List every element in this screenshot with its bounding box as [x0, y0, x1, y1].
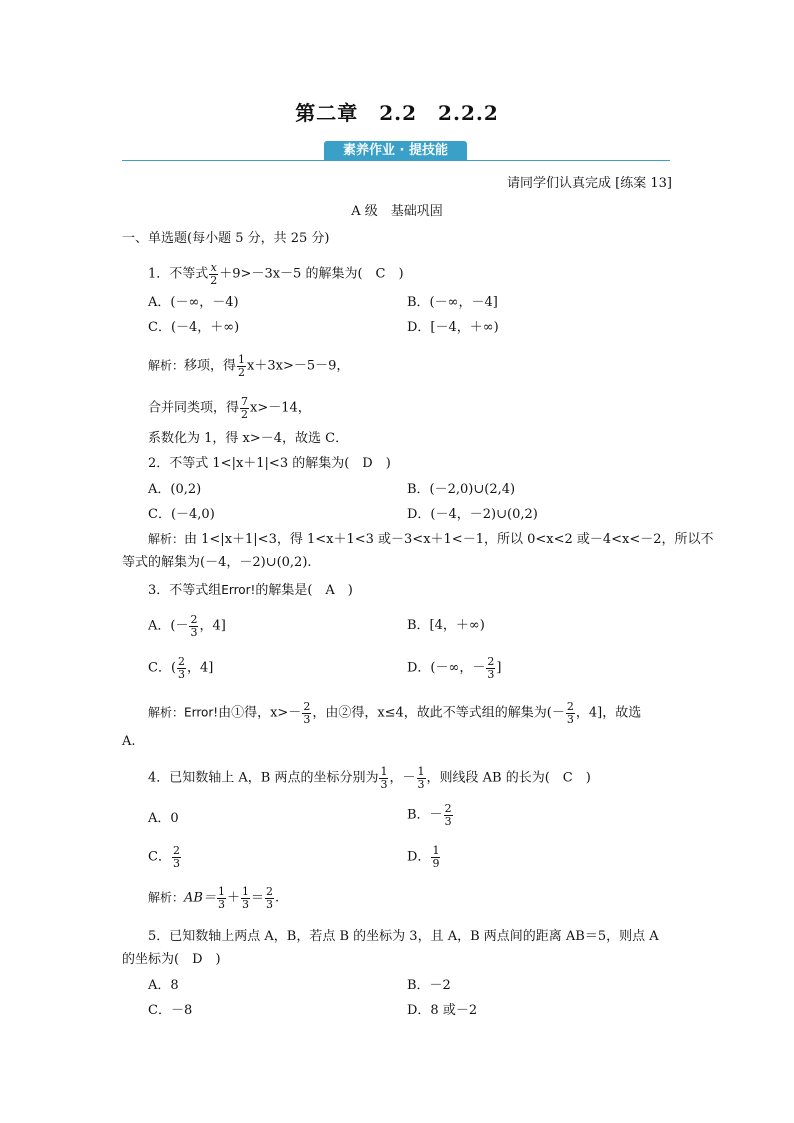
q5-option-c: C．－8 [148, 1003, 193, 1018]
q2-option-c: C．(－4,0) [148, 507, 215, 522]
q2-option-a: A．(0,2) [148, 482, 202, 497]
q1-option-d: D．[－4，＋∞) [407, 320, 499, 335]
q1-solution-line1: 解析：移项，得 $\frac{1}{2}$ x＋3x>－5－9， [148, 353, 350, 379]
q5-option-a: A．8 [148, 978, 179, 993]
q5-option-d: D．8 或－2 [407, 1003, 478, 1018]
q3-option-d: D．(－∞，－ $\frac{2}{3}$ ] [407, 655, 502, 681]
part-heading: 一、单选题(每小题 5 分，共 25 分) [122, 231, 330, 246]
q1-solution-line2: 合并同类项，得 $\frac{7}{2}$ x>－14， [148, 395, 311, 421]
question-3-stem: 3．不等式组Error!的解集是( A ) [148, 583, 353, 598]
q2-solution-line2: 等式的解集为(－4，－2)∪(0,2). [122, 555, 312, 570]
question-2-stem: 2．不等式 1<|x＋1|<3 的解集为( D ) [148, 456, 391, 471]
q1-option-c: C．(－4，＋∞) [148, 320, 240, 335]
q4-option-a: A．0 [148, 811, 179, 826]
q1-solution-line3: 系数化为 1，得 x>－4，故选 C． [148, 431, 349, 446]
question-5-stem-line1: 5．已知数轴上两点 A，B，若点 B 的坐标为 3，且 A，B 两点间的距离 AB＝5，则点 A [148, 929, 659, 944]
q2-solution-line1: 解析：由 1<|x＋1|<3，得 1<x＋1<3 或－3<x＋1<－1，所以 0<x<2 或－4<x<－2，所以不 [148, 532, 714, 547]
q4-solution: 解析：AB＝ $\frac{1}{3}$ ＋ $\frac{1}{3}$ ＝ $\frac{2}{3}$ . [148, 885, 280, 911]
page-title: 第二章 2.2 2.2.2 [295, 101, 499, 125]
question-4-stem: 4．已知数轴上 A，B 两点的坐标分别为 $\frac{1}{3}$ ，－ $\frac{1}{3}$ ，则线段 AB 的长为( C ) [148, 765, 591, 791]
question-1-stem: 1．不等式 $\frac{x}{2}$ ＋9>－3x－5 的解集为( C ) [148, 261, 404, 287]
fraction: $\frac{x}{2}$ [210, 261, 218, 287]
q1-option-b: B．(－∞，－4] [407, 295, 498, 310]
question-5-stem-line2: 的坐标为( D ) [122, 952, 221, 967]
instruction-text: 请同学们认真完成 [练案 13] [507, 176, 672, 191]
q4-option-b: B．－ $\frac{2}{3}$ [407, 802, 452, 828]
q5-option-b: B．－2 [407, 978, 451, 993]
q4-option-c: C． $\frac{2}{3}$ [148, 844, 180, 870]
q3-option-b: B．[4，＋∞) [407, 618, 485, 633]
header-rule [122, 160, 670, 161]
q2-option-d: D．(－4，－2)∪(0,2) [407, 507, 538, 522]
level-heading: A 级 基础巩固 [351, 204, 443, 219]
q2-option-b: B．(－2,0)∪(2,4) [407, 482, 516, 497]
q3-option-a: A．(－ $\frac{2}{3}$ ，4] [148, 613, 226, 639]
q3-option-c: C．( $\frac{2}{3}$ ，4] [148, 655, 214, 681]
section-banner: 素养作业 · 提技能 [324, 141, 467, 160]
q4-option-d: D． $\frac{1}{9}$ [407, 844, 440, 870]
q1-option-a: A．(－∞，－4) [148, 295, 239, 310]
q3-solution-line1: 解析：Error!由①得，x>－ $\frac{2}{3}$ ，由②得，x≤4，故此不等式组的解集为(－ $\frac{2}{3}$ ，4]，故选 [148, 700, 642, 726]
q3-solution-line2: A. [122, 734, 136, 749]
